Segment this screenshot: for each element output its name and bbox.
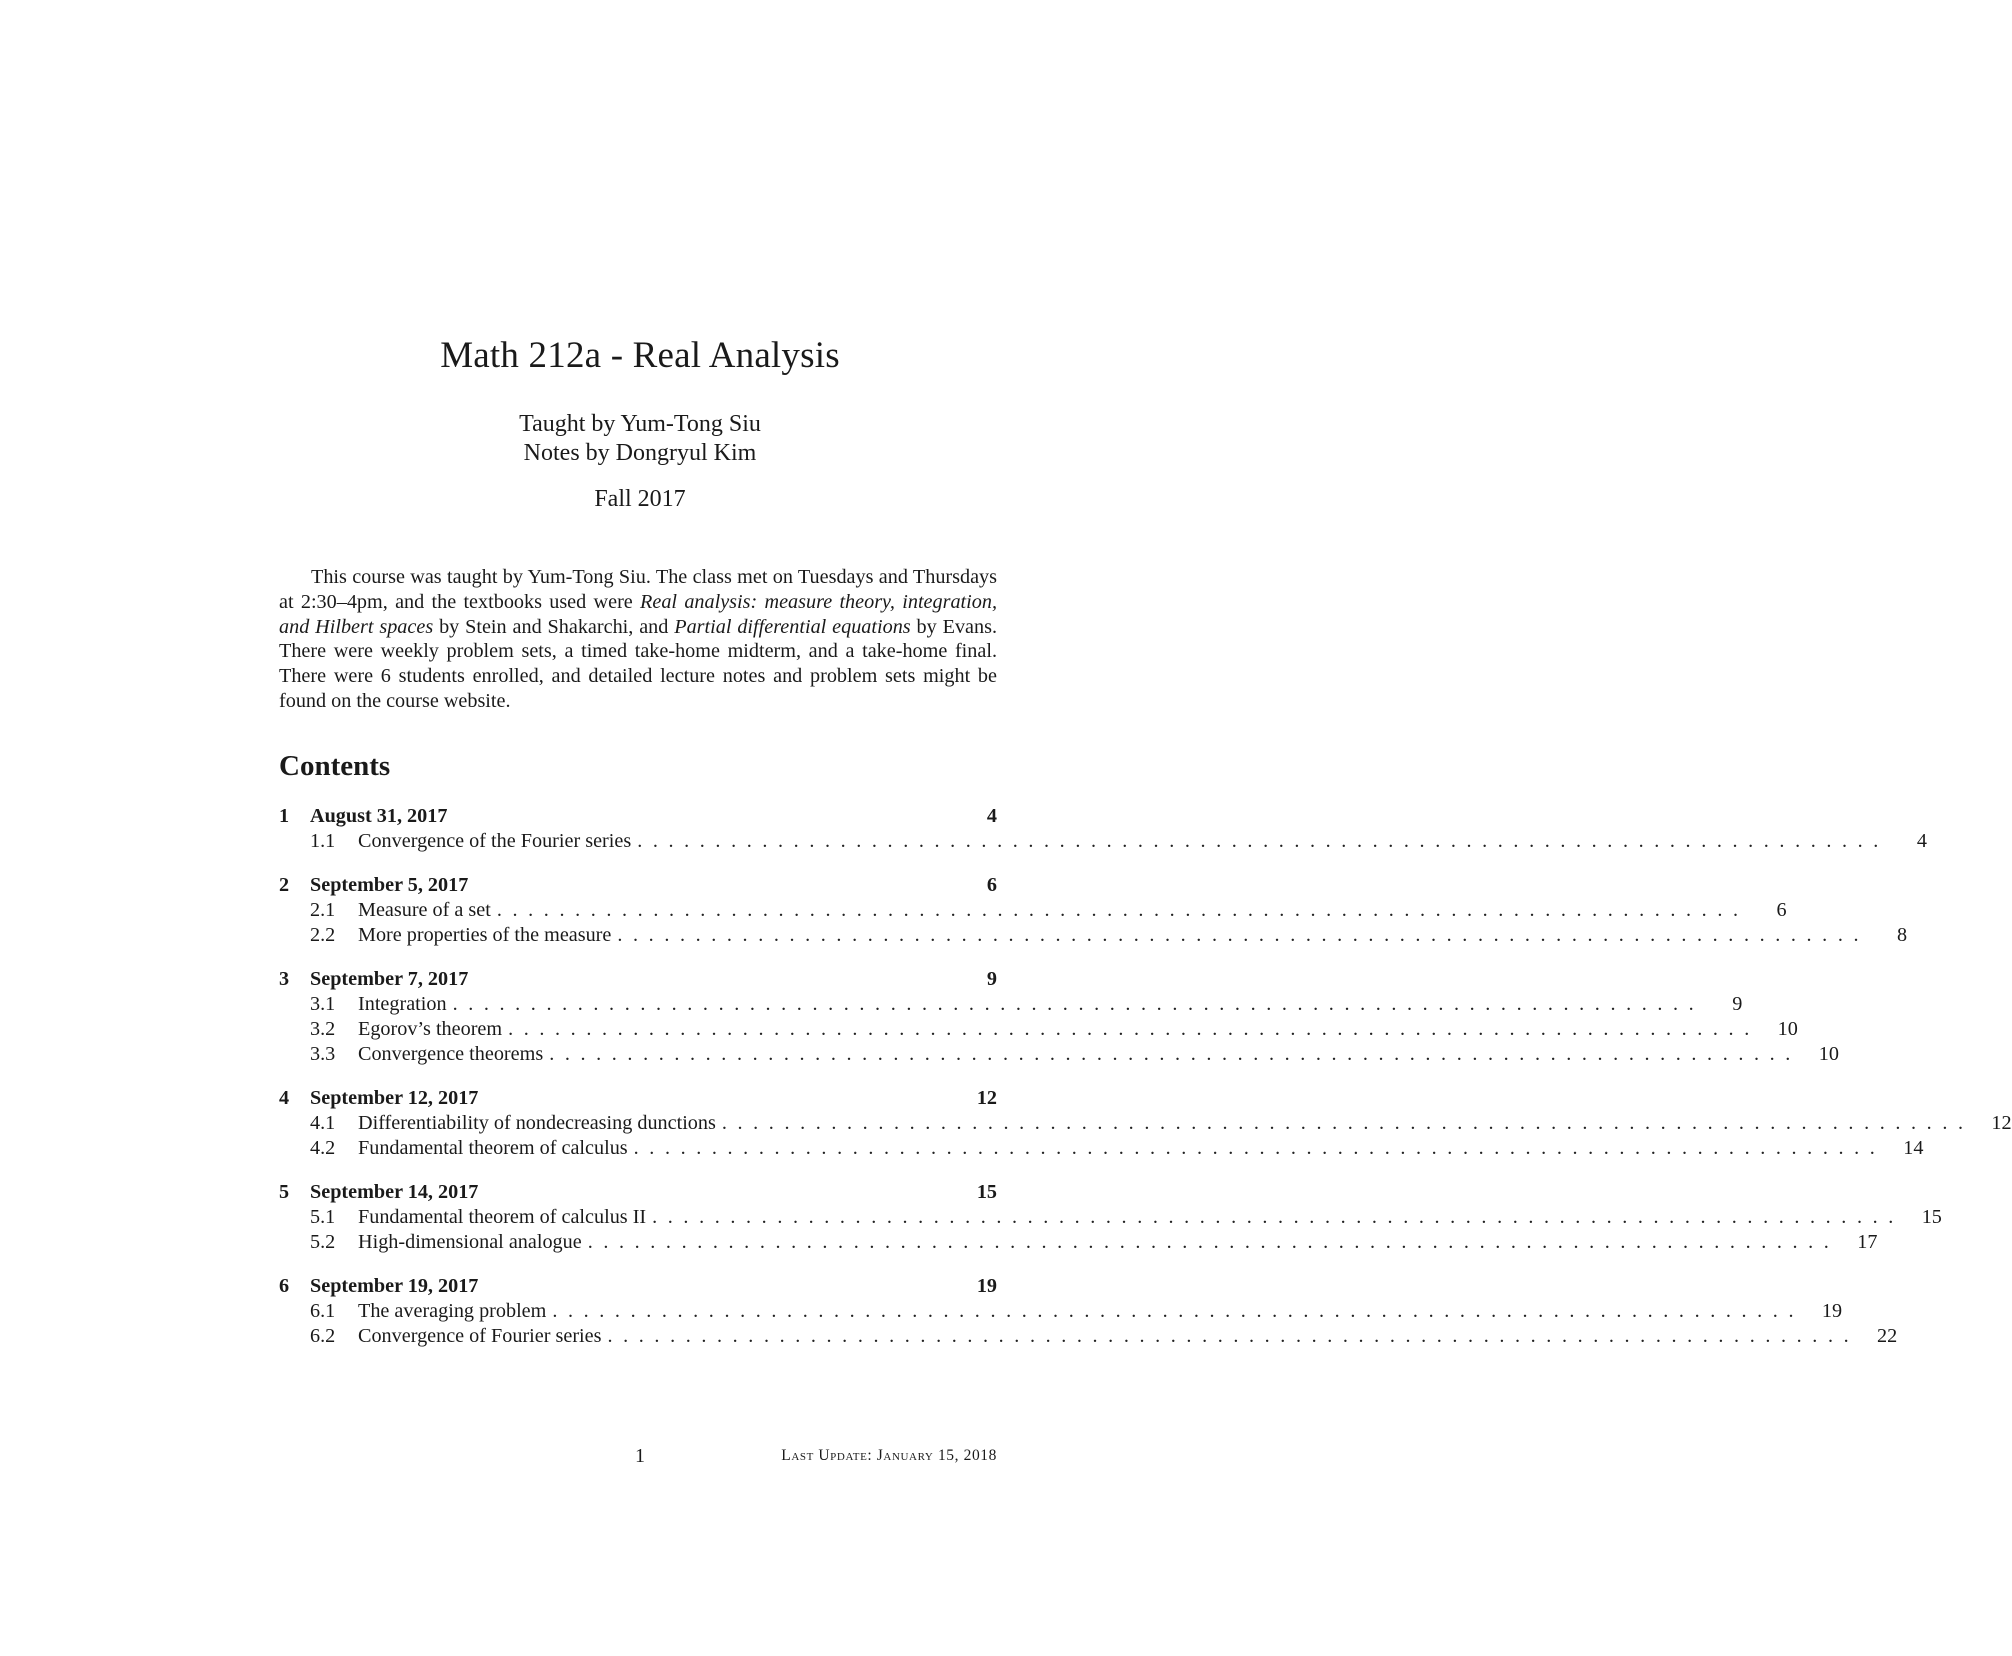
toc-section-title: September 5, 2017 xyxy=(310,874,469,897)
toc-subsection-title: Differentiability of nondecreasing dunctions xyxy=(358,1111,716,1134)
toc-leader-dots: ................................................................................ xyxy=(637,829,1889,852)
toc-section-row[interactable] xyxy=(279,804,997,829)
toc-section-number: 2 xyxy=(279,874,290,897)
toc-section-row[interactable] xyxy=(279,1180,997,1205)
toc-subsection-page: 10 xyxy=(1777,1017,1798,1040)
toc-section-page: 6 xyxy=(986,874,997,897)
toc-subsection-row[interactable] xyxy=(279,898,1787,923)
notes-by: Notes by Dongryul Kim xyxy=(523,440,757,466)
toc-subsection-title: Fundamental theorem of calculus II xyxy=(358,1205,647,1228)
toc-section-page: 9 xyxy=(986,968,997,991)
toc-subsection-page: 19 xyxy=(1821,1300,1843,1322)
toc-section xyxy=(279,1180,1942,1254)
table-of-contents xyxy=(279,804,2012,1368)
toc-subsection-row[interactable] xyxy=(279,1136,1924,1161)
toc-leader-dots: ................................................................................ xyxy=(549,1042,1801,1065)
toc-leader-dots: ................................................................................ xyxy=(452,993,1705,1016)
toc-subsection-page: 12 xyxy=(1991,1111,2012,1134)
toc-leader-dots: ................................................................................ xyxy=(508,1017,1760,1040)
toc-subsection-number: 6.1 xyxy=(310,1300,336,1322)
toc-subsection-row[interactable] xyxy=(279,1230,1878,1255)
toc-section xyxy=(279,1086,2012,1160)
toc-subsection-title: Convergence of Fourier series xyxy=(358,1324,602,1347)
toc-section-number: 1 xyxy=(279,805,290,827)
toc-subsection-number: 3.2 xyxy=(310,1017,336,1040)
toc-leader-dots: ................................................................................ xyxy=(552,1300,1805,1322)
toc-subsection-title: Integration xyxy=(358,993,447,1016)
toc-subsection-title: More properties of the measure xyxy=(358,923,612,946)
abstract-text-2: by Stein and Shakarchi, and xyxy=(433,615,675,638)
abstract-paragraph xyxy=(279,565,997,714)
toc-subsection-row[interactable] xyxy=(279,1017,1798,1042)
toc-subsection-number: 3.3 xyxy=(310,1042,336,1065)
toc-subsection-row[interactable] xyxy=(279,1042,1839,1067)
toc-subsection-number: 1.1 xyxy=(310,829,336,852)
toc-subsection-title: Fundamental theorem of calculus xyxy=(358,1136,628,1159)
toc-subsection-number: 5.2 xyxy=(310,1230,336,1253)
toc-subsection-page: 8 xyxy=(1897,923,1908,946)
toc-subsection-number: 4.1 xyxy=(310,1111,336,1134)
toc-subsection-number: 5.1 xyxy=(310,1205,336,1228)
toc-section-page: 19 xyxy=(976,1275,997,1298)
toc-section-title: August 31, 2017 xyxy=(310,805,448,827)
toc-section-title: September 19, 2017 xyxy=(310,1275,479,1298)
toc-section-page: 4 xyxy=(986,805,997,827)
taught-by: Taught by Yum-Tong Siu xyxy=(519,411,761,437)
abstract-book-1: Real analysis: measure theory, integration, and Hilbert spaces xyxy=(279,590,998,638)
toc-subsection-page: 14 xyxy=(1903,1136,1924,1159)
toc-leader-dots: ................................................................................ xyxy=(617,923,1870,946)
toc-subsection-page: 4 xyxy=(1916,829,1927,852)
toc-subsection-title: High-dimensional analogue xyxy=(358,1230,582,1253)
toc-leader-dots: ................................................................................ xyxy=(607,1324,1860,1347)
toc-subsection-number: 6.2 xyxy=(310,1324,336,1347)
toc-subsection-page: 10 xyxy=(1818,1042,1839,1065)
toc-leader-dots: ................................................................................ xyxy=(721,1111,1974,1134)
toc-subsection-title: Egorov’s theorem xyxy=(358,1017,503,1040)
toc-subsection-title: Convergence theorems xyxy=(358,1042,544,1065)
toc-section-row[interactable] xyxy=(279,967,997,992)
toc-subsection-page: 17 xyxy=(1857,1230,1878,1253)
toc-subsection-page: 15 xyxy=(1921,1205,1942,1228)
toc-section xyxy=(279,804,1927,853)
toc-subsection-number: 2.2 xyxy=(310,923,336,946)
toc-leader-dots: ................................................................................ xyxy=(652,1205,1904,1228)
toc-section xyxy=(279,873,1908,947)
page-number: 1 xyxy=(635,1445,645,1467)
toc-leader-dots: ................................................................................ xyxy=(496,899,1749,922)
abstract-text-1: This course was taught by Yum-Tong Siu. The class met on Tuesdays and Thursdays at 2:30–4pm, and the textbooks used were xyxy=(279,566,997,613)
last-update: Last Update: January 15, 2018 xyxy=(781,1447,997,1464)
toc-section-title: September 14, 2017 xyxy=(310,1181,479,1204)
toc-subsection-number: 2.1 xyxy=(310,899,336,922)
toc-subsection-row[interactable] xyxy=(279,1299,1843,1324)
toc-section-page: 15 xyxy=(976,1181,997,1204)
toc-subsection-page: 9 xyxy=(1732,993,1743,1016)
toc-section-row[interactable] xyxy=(279,1274,997,1299)
toc-subsection-page: 22 xyxy=(1877,1324,1898,1347)
toc-section-page: 12 xyxy=(976,1087,997,1110)
toc-section xyxy=(279,967,1839,1066)
toc-subsection-title: Convergence of the Fourier series xyxy=(358,829,632,852)
toc-section-row[interactable] xyxy=(279,1086,997,1111)
toc-section-number: 3 xyxy=(279,968,290,991)
toc-section-title: September 7, 2017 xyxy=(310,968,469,991)
toc-section-title: September 12, 2017 xyxy=(310,1087,479,1110)
toc-subsection-number: 3.1 xyxy=(310,993,336,1016)
toc-leader-dots: ................................................................................ xyxy=(633,1136,1886,1159)
toc-subsection-title: Measure of a set xyxy=(358,899,491,922)
toc-subsection-row[interactable] xyxy=(279,1324,1898,1349)
term: Fall 2017 xyxy=(594,486,686,512)
toc-subsection-row[interactable] xyxy=(279,992,1743,1017)
toc-section-number: 5 xyxy=(279,1181,290,1204)
toc-section-row[interactable] xyxy=(279,873,997,898)
toc-section xyxy=(279,1274,1898,1348)
abstract-book-2: Partial differential equations xyxy=(674,615,911,638)
toc-section-number: 6 xyxy=(279,1275,290,1298)
toc-section-number: 4 xyxy=(279,1087,290,1110)
toc-leader-dots: ................................................................................ xyxy=(587,1230,1840,1253)
abstract-text-3: by Evans. There were weekly problem sets, a timed take-home midterm, and a take-home final. There were 6 students enrolled, and detailed lecture notes and problem sets might be found on the course website. xyxy=(279,615,998,712)
contents-heading: Contents xyxy=(279,750,391,782)
document-title: Math 212a - Real Analysis xyxy=(440,335,840,376)
toc-subsection-title: The averaging problem xyxy=(358,1300,547,1322)
toc-subsection-row[interactable] xyxy=(279,1205,1942,1230)
toc-subsection-row[interactable] xyxy=(279,1111,2012,1136)
toc-subsection-number: 4.2 xyxy=(310,1136,336,1159)
toc-subsection-row[interactable] xyxy=(279,923,1908,948)
toc-subsection-page: 6 xyxy=(1776,899,1787,922)
toc-subsection-row[interactable] xyxy=(279,829,1927,854)
